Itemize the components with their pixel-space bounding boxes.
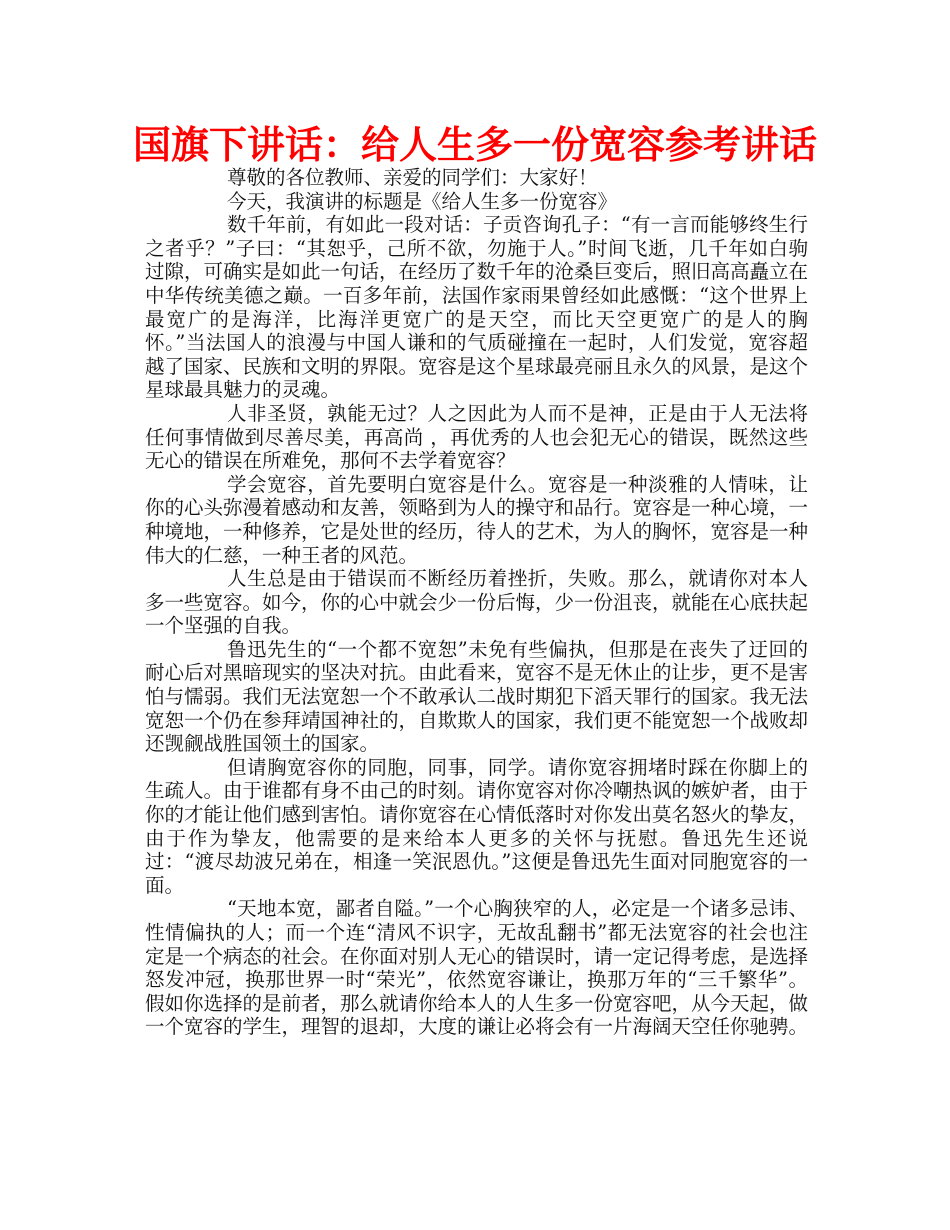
- paragraph-nobody-perfect: 人非圣贤，孰能无过？人之因此为人而不是神，正是由于人无法将任何事情做到尽善尽美，再高尚 ，再优秀的人也会犯无心的错误，既然这些无心的错误在所难免，那何不去学着宽容？: [145, 401, 808, 473]
- paragraph-tolerate-others: 但请胸宽容你的同胞，同事，同学。请你宽容拥堵时踩在你脚上的生疏人。由于谁都有身不由己的时刻。请你宽容对你冷嘲热讽的嫉妒者，由于你的才能让他们感到害怕。请你宽容在心情低落时对你发出莫名怒火的挚友，由于作为挚友，他需要的是来给本人更多的关怀与抚慰。鲁迅先生还说过：“渡尽劫波兄弟在，相逢一笑泯恩仇。”这便是鲁迅先生面对同胞宽容的一面。: [145, 755, 809, 897]
- paragraph-tolerate-self: 人生总是由于错误而不断经历着挫折，失败。那么，就请你对本人多一些宽容。如今，你的心中就会少一份后悔，少一份沮丧，就能在心底扶起一个坚强的自我。: [145, 567, 809, 638]
- document-body: [145, 166, 808, 1039]
- document-title: 国旗下讲话：给人生多一份宽容参考讲话: [132, 123, 817, 167]
- paragraph-topic: 今天，我演讲的标题是《给人生多一份宽容》: [227, 189, 618, 213]
- paragraph-lu-xun: 鲁迅先生的“一个都不宽恕”未免有些偏执，但那是在丧失了迂回的耐心后对黑暗现实的坚决对抗。由此看来，宽容不是无休止的让步，更不是害怕与懦弱。我们无法宽恕一个不敢承认二战时期犯下滔天罪行的国家。我无法宽恕一个仍在参拜靖国神社的，自欺欺人的国家，我们更不能宽恕一个战败却还觊觎战胜国领土的国家。: [145, 637, 809, 756]
- paragraph-history: 数千年前，有如此一段对话：子贡咨询孔子：“有一言而能够终生行之者乎？”子曰：“其恕乎，己所不欲，勿施于人。”时间飞逝，几千年如白驹过隙，可确实是如此一句话，在经历了数千年的沧桑巨变后，照旧高高矗立在中华传统美德之巅。一百多年前，法国作家雨果曾经如此感慨：“这个世界上最宽广的是海洋，比海洋更宽广的是天空，而比天空更宽广的是人的胸怀。”当法国人的浪漫与中国人谦和的气质碰撞在一起时，人们发觉，宽容超越了国家、民族和文明的界限。宽容是这个星球最亮丽且永久的风景，是这个星球最具魅力的灵魂。: [145, 213, 809, 402]
- paragraph-greeting: 尊敬的各位教师、亲爱的同学们：大家好！: [227, 166, 598, 189]
- paragraph-conclusion: “天地本宽，鄙者自隘。”一个心胸狭窄的人，必定是一个诸多忌讳、性情偏执的人；而一个连“清风不识字，无故乱翻书”都无法宽容的社会也注定是一个病态的社会。在你面对别人无心的错误时，请一定记得考虑，是选择怒发冲冠，换那世界一时“荣光”，依然宽容谦让，换那万年的“三千繁华”。假如你选择的是前者，那么就请你给本人的人生多一份宽容吧，从今天起，做一个宽容的学生，理智的退却，大度的谦让必将会有一片海阔天空任你驰骋。: [145, 897, 809, 1039]
- paragraph-what-is-tolerance: 学会宽容，首先要明白宽容是什么。宽容是一种淡雅的人情味，让你的心头弥漫着感动和友善，领略到为人的操守和品行。宽容是一种心境，一种境地，一种修养，它是处世的经历，待人的艺术，为人的胸怀，宽容是一种伟大的仁慈，一种王者的风范。: [145, 472, 809, 567]
